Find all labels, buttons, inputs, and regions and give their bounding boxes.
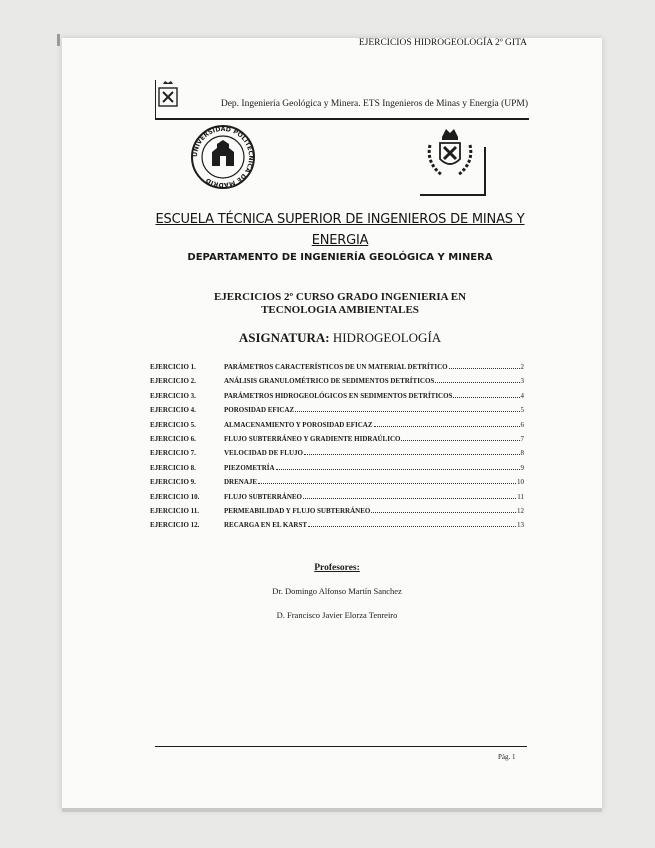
toc-exercise-title: PIEZOMETRÍA [224,463,275,472]
toc-row[interactable] [150,478,524,492]
toc-row[interactable] [150,493,524,507]
department-title: DEPARTAMENTO DE INGENIERÍA GEOLÓGICA Y MINERA [187,252,493,263]
university-seal-logo [190,124,256,190]
toc-leader-dots [304,454,520,455]
toc-exercise-title: PERMEABILIDAD Y FLUJO SUBTERRÁNEO [224,506,371,515]
toc-row[interactable] [150,421,524,435]
binding-mark [57,34,60,46]
toc-page-number: 3 [520,377,524,386]
crest-frame-horizontal [420,194,486,196]
toc-row[interactable] [150,464,524,478]
toc-row[interactable] [150,507,524,521]
toc-exercise-title: ANÁLISIS GRANULOMÉTRICO DE SEDIMENTOS DETRÍTICOS [224,377,435,386]
toc-exercise-number: EJERCICIO 12. [150,521,200,530]
toc-exercise-number: EJERCICIO 6. [150,434,196,443]
toc-page-number: 4 [520,391,524,400]
subject-label: ASIGNATURA: [238,330,330,345]
toc-page-number: 10 [517,478,524,487]
professor-name-1: Dr. Domingo Alfonso Martín Sanchez [272,586,402,596]
toc-page-number: 5 [520,406,524,415]
toc-page-number: 9 [520,463,524,472]
exercises-title [150,291,530,317]
toc-exercise-number: EJERCICIO 1. [150,363,196,371]
toc-page-number: 11 [517,492,524,501]
toc-leader-dots [374,426,520,427]
toc-row[interactable] [150,392,524,406]
toc-exercise-title: DRENAJE [224,478,258,487]
exercises-title-line-2: TECNOLOGIA AMBIENTALES [261,304,419,316]
header-course-label: EJERCICIOS HIDROGEOLOGÍA 2º GITA [358,38,527,48]
toc-exercise-title: FLUJO SUBTERRÁNEO Y GRADIENTE HIDRAÚLICO [224,434,401,443]
toc-exercise-number: EJERCICIO 11. [150,506,200,515]
school-title: ESCUELA TÉCNICA SUPERIOR DE INGENIEROS DE MINAS Y ENERGIA [155,212,525,248]
toc-exercise-title: ALMACENAMIENTO Y POROSIDAD EFICAZ [224,420,373,429]
small-school-crest-icon [157,80,179,108]
toc-row[interactable] [150,406,524,420]
toc-leader-dots [435,382,519,383]
professors-heading: Profesores: [314,563,360,573]
mining-school-crest-logo [420,125,480,183]
toc-leader-dots [453,397,519,398]
subject-heading [150,330,530,346]
toc-leader-dots [295,411,519,412]
toc-leader-dots [371,512,516,513]
toc-row[interactable] [150,521,524,535]
toc-exercise-title: VELOCIDAD DE FLUJO [224,449,303,458]
toc-exercise-number: EJERCICIO 10. [150,492,200,501]
toc-leader-dots [258,483,516,484]
toc-row[interactable] [150,377,524,391]
toc-page-number: 2 [520,363,524,371]
toc-exercise-number: EJERCICIO 4. [150,406,196,415]
footer-rule [155,746,527,747]
toc-leader-dots [303,498,516,499]
toc-exercise-title: RECARGA EN EL KARST [224,521,308,530]
toc-row[interactable] [150,435,524,449]
toc-page-number: 8 [520,449,524,458]
toc-exercise-title: POROSIDAD EFICAZ [224,406,295,415]
toc-exercise-number: EJERCICIO 2. [150,377,196,386]
toc-exercise-number: EJERCICIO 5. [150,420,196,429]
toc-leader-dots [449,368,520,369]
toc-exercise-title: FLUJO SUBTERRÁNEO [224,492,302,501]
header-department-line: Dep. Ingeniería Geológica y Minera. ETS Ingenieros de Minas y Energía (UPM) [220,99,528,109]
toc-page-number: 6 [520,420,524,429]
toc-page-number: 7 [520,434,524,443]
exercises-title-line-1: EJERCICIOS 2º CURSO GRADO INGENIERIA EN [213,291,467,303]
toc-exercise-number: EJERCICIO 3. [150,391,196,400]
crest-frame-vertical [484,147,486,195]
seal-text: UNIVERSIDAD POLITÉCNICA DE MADRID [191,125,255,189]
toc-row[interactable] [150,449,524,463]
header-vertical-rule [155,80,156,119]
toc-exercise-title: PARÁMETROS HIDROGEOLÓGICOS EN SEDIMENTOS DETRÍTICOS [224,391,453,400]
toc-leader-dots [401,440,519,441]
subject-value: HIDROGEOLOGÍA [332,330,442,345]
footer-page-number: Pág. 1 [498,753,516,761]
toc-exercise-title: PARÁMETROS CARACTERÍSTICOS DE UN MATERIAL DETRÍTICO [224,363,448,371]
toc-leader-dots [308,526,516,527]
toc-page-number: 12 [517,506,524,515]
header-rule [155,118,529,120]
toc-exercise-number: EJERCICIO 7. [150,449,196,458]
toc-exercise-number: EJERCICIO 9. [150,478,196,487]
professor-name-2: D. Francisco Javier Elorza Tenreiro [276,610,398,620]
toc-leader-dots [276,469,520,470]
toc-exercise-number: EJERCICIO 8. [150,463,196,472]
toc-page-number: 13 [517,521,524,530]
page-bottom-edge [62,808,602,812]
table-of-contents [150,363,524,536]
toc-row[interactable] [150,363,524,377]
